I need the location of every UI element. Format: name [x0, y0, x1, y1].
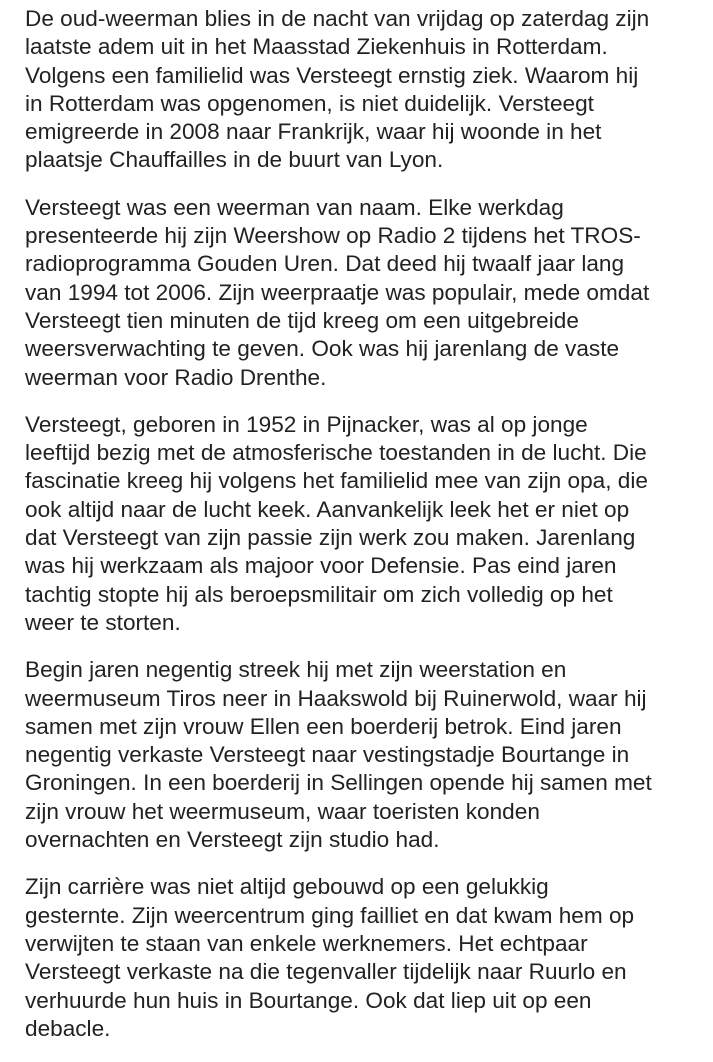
text-line: samen met zijn vrouw Ellen een boerderij betrok. Eind jaren [25, 713, 622, 739]
text-line: weersverwachting te geven. Ook was hij jarenlang de vaste [25, 336, 620, 362]
text-line: laatste adem uit in het Maasstad Ziekenhuis in Rotterdam. [25, 34, 608, 60]
text-line: leeftijd bezig met de atmosferische toestanden in de lucht. Die [25, 440, 647, 466]
text-line: plaatsje Chauffailles in de buurt van Lyon. [25, 147, 444, 173]
text-line: Groningen. In een boerderij in Sellingen opende hij samen met [25, 770, 652, 796]
paragraph-4 [25, 656, 713, 854]
text-line: tachtig stopte hij als beroepsmilitair om zich volledig op het [25, 581, 613, 607]
paragraph-3 [25, 411, 713, 637]
text-line: emigreerde in 2008 naar Frankrijk, waar hij woonde in het [25, 119, 602, 145]
text-line: gesternte. Zijn weercentrum ging failliet en dat kwam hem op [25, 902, 635, 928]
text-line: verwijten te staan van enkele werknemers. Het echtpaar [25, 930, 588, 956]
text-line: Volgens een familielid was Versteegt ernstig ziek. Waarom hij [25, 62, 639, 88]
text-line: Versteegt verkaste na die tegenvaller tijdelijk naar Ruurlo en [25, 959, 627, 985]
text-line: weerman voor Radio Drenthe. [25, 364, 327, 390]
paragraph-1 [25, 5, 713, 175]
text-line: negentig verkaste Versteegt naar vestingstadje Bourtange in [25, 742, 630, 768]
text-line: Zijn carrière was niet altijd gebouwd op een gelukkig [25, 874, 549, 900]
text-line: ook altijd naar de lucht keek. Aanvankelijk leek het er niet op [25, 496, 630, 522]
text-line: weer te storten. [25, 609, 181, 635]
text-line: in Rotterdam was opgenomen, is niet duidelijk. Versteegt [25, 90, 594, 116]
text-line: verhuurde hun huis in Bourtange. Ook dat liep uit op een [25, 987, 592, 1013]
text-line: Begin jaren negentig streek hij met zijn weerstation en [25, 657, 567, 683]
paragraph-2 [25, 194, 713, 392]
text-line: debacle. [25, 1015, 111, 1041]
text-line: presenteerde hij zijn Weershow op Radio 2 tijdens het TROS- [25, 223, 641, 249]
text-line: fascinatie kreeg hij volgens het familielid mee van zijn opa, die [25, 468, 648, 494]
text-line: Versteegt tien minuten de tijd kreeg om een uitgebreide [25, 307, 579, 333]
text-line: dat Versteegt van zijn passie zijn werk zou maken. Jarenlang [25, 525, 636, 551]
paragraph-5 [25, 873, 713, 1043]
text-line: De oud-weerman blies in de nacht van vrijdag op zaterdag zijn [25, 6, 650, 31]
text-line: overnachten en Versteegt zijn studio had. [25, 827, 440, 853]
text-line: was hij werkzaam als majoor voor Defensie. Pas eind jaren [25, 553, 617, 579]
text-line: radioprogramma Gouden Uren. Dat deed hij twaalf jaar lang [25, 251, 625, 277]
text-line: weermuseum Tiros neer in Haakswold bij Ruinerwold, waar hij [25, 685, 647, 711]
text-line: Versteegt was een weerman van naam. Elke werkdag [25, 194, 564, 220]
article-body [25, 5, 713, 1062]
text-line: van 1994 tot 2006. Zijn weerpraatje was populair, mede omdat [25, 279, 650, 305]
text-line: Versteegt, geboren in 1952 in Pijnacker, was al op jonge [25, 411, 588, 437]
text-line: zijn vrouw het weermuseum, waar toeristen konden [25, 798, 540, 824]
